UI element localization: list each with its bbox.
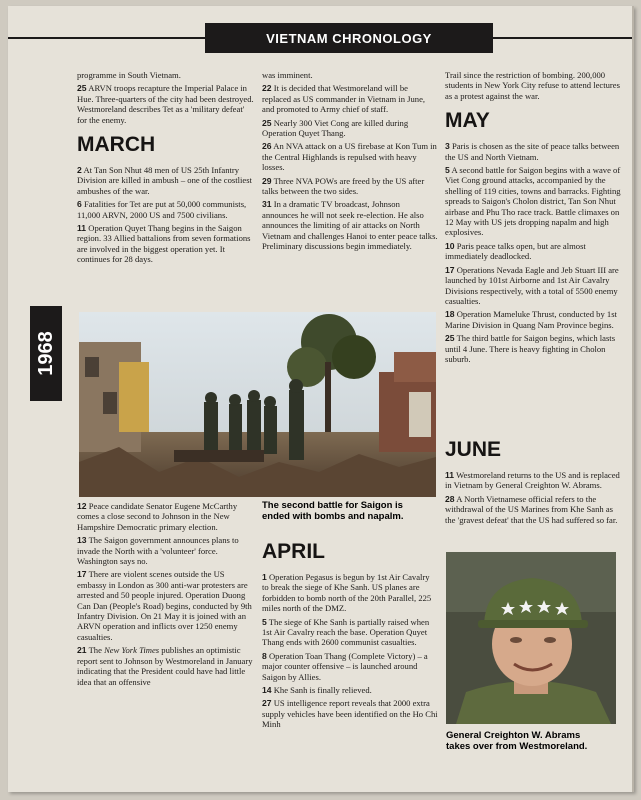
column-3-top [445,70,621,367]
column-3-bottom [445,430,621,528]
entry: 11 Operation Quyet Thang begins in the Saigon region. 33 Allied battalions from seven formations are involved in the biggest operation yet. It continues for 28 days. [77,223,251,265]
entry: 14 Khe Sanh is finally relieved. [262,685,372,696]
magazine-page [8,6,634,792]
entry: 29 Three NVA POWs are freed by the US after talks between the two sides. [262,175,425,197]
entry: 18 Operation Mameluke Thrust, conducted by 1st Marine Division in Quang Nam Province begins. [445,309,617,330]
entry: 3 Paris is chosen as the site of peace talks between the US and North Vietnam. [445,141,620,162]
continued-text: was imminent. [262,70,313,80]
entry: 27 US intelligence report reveals that 2000 extra supply vehicles have been identified on the Ho Chi Minh [262,698,438,730]
column-2-bottom [262,540,438,733]
saigon-battle-photo [79,312,436,497]
portrait-caption: General Creighton W. Abrams takes over from Westmoreland. [446,730,588,752]
entry: 17 There are violent scenes outside the US embassy in London as 300 anti-war protesters are arrested and 50 people injured. Operation Duong Can Dan (People's Road) begins, conducted by 9th Infantry Division. On 21 May it is joined with an ARVN operation and inflicts over 1250 enemy casualties. [77,569,252,642]
year-label: 1968 [34,331,57,376]
entry: 13 The Saigon government announces plans to invade the North with a 'volunteer' force. Washington says no. [77,535,239,567]
entry: 6 Fatalities for Tet are put at 50,000 communists, 11,000 ARVN, 2000 US and 7500 civilians. [77,199,247,220]
photo-caption: The second battle for Saigon is ended with bombs and napalm. [262,500,404,522]
general-abrams-portrait [446,552,616,724]
entry: 25 Nearly 300 Viet Cong are killed during Operation Quyet Thang. [262,117,409,139]
entry: 2 At Tan Son Nhut 48 men of US 25th Infantry Division are killed in ambush – one of the costliest ambushes of the war. [77,165,252,196]
column-1-top [77,70,255,268]
entry: 10 Paris peace talks open, but are almost immediately deadlocked. [445,240,586,262]
month-heading-may: MAY [445,109,490,133]
header-title: VIETNAM CHRONOLOGY [266,30,432,46]
entry: 31 In a dramatic TV broadcast, Johnson announces he will not seek re-election. He also announces the limiting of air attacks on North Vietnam and challenges Hanoi to enter peace talks. Preliminary discussions begin immediately. [262,199,438,252]
entry: 8 Operation Toan Thang (Complete Victory) – a major counter offensive – is launched around Saigon by Allies. [262,650,428,682]
year-tab [30,306,62,401]
entry: 5 The siege of Khe Sanh is partially raised when 1st Air Cavalry reach the base. Operation Quyet Thang ends with 2600 communist casualties. [262,616,430,648]
entry: 25 The third battle for Saigon begins, which lasts until 4 June. There is heavy fighting in Cholon suburb. [445,333,616,364]
entry: 1 Operation Pegasus is begun by 1st Air Cavalry to break the siege of Khe Sanh. US planes are forbidden to bomb north of the 20th Parallel, 225 miles north of the DMZ. [262,572,432,614]
entry: 25 ARVN troops recapture the Imperial Palace in Hue. Three-quarters of the city had been destroyed. Westmoreland describes Tet as a 'military defeat' for the enemy. [77,83,254,125]
continued-text: programme in South Vietnam. [77,70,181,80]
column-1-bottom [77,501,255,690]
column-2-top [262,70,438,255]
entry: 22 It is decided that Westmoreland will be replaced as US commander in Vietnam in June, and promoted to Army chief of staff. [262,83,426,115]
continued-text: Trail since the restriction of bombing. 200,000 students in New York City refuse to attend lectures as a protest against the war. [445,70,620,101]
chronology-header [205,23,493,53]
entry: 17 Operations Nevada Eagle and Jeb Stuart III are launched by 101st Airborne and 1st Air Cavalry Divisions respectively, with a total of 5500 enemy casualties. [445,264,619,306]
entry: 28 A North Vietnamese official refers to the withdrawal of the US Marines from Khe Sanh as the 'gravest defeat' that the US had suffered so far. [445,493,618,525]
month-heading-april: APRIL [262,540,325,563]
entry: 21 The New York Times publishes an optimistic report sent to Johnson by Westmoreland in January indicating that the President could have had little idea that an offensive [77,645,253,687]
entry: 26 An NVA attack on a US firebase at Kon Tum in the Central Highlands is repulsed with heavy losses. [262,141,437,173]
entry: 12 Peace candidate Senator Eugene McCarthy comes a close second to Johnson in the New Hampshire Democratic primary election. [77,501,238,532]
entry: 11 Westmoreland returns to the US and is replaced in Vietnam by General Creighton W. Abrams. [445,470,620,491]
entry: 5 A second battle for Saigon begins with a wave of Viet Cong ground attacks, accompanied by the shelling of 119 cities, towns and barracks. Fighting spreads to Saigon's Cholon district, Tan Son Nhut airbase and Phu Tho race track. Battle climaxes on 12 May with US jets dropping napalm and high explosives. [445,165,621,238]
month-heading-march: MARCH [77,133,156,157]
month-heading-june: JUNE [445,438,502,461]
